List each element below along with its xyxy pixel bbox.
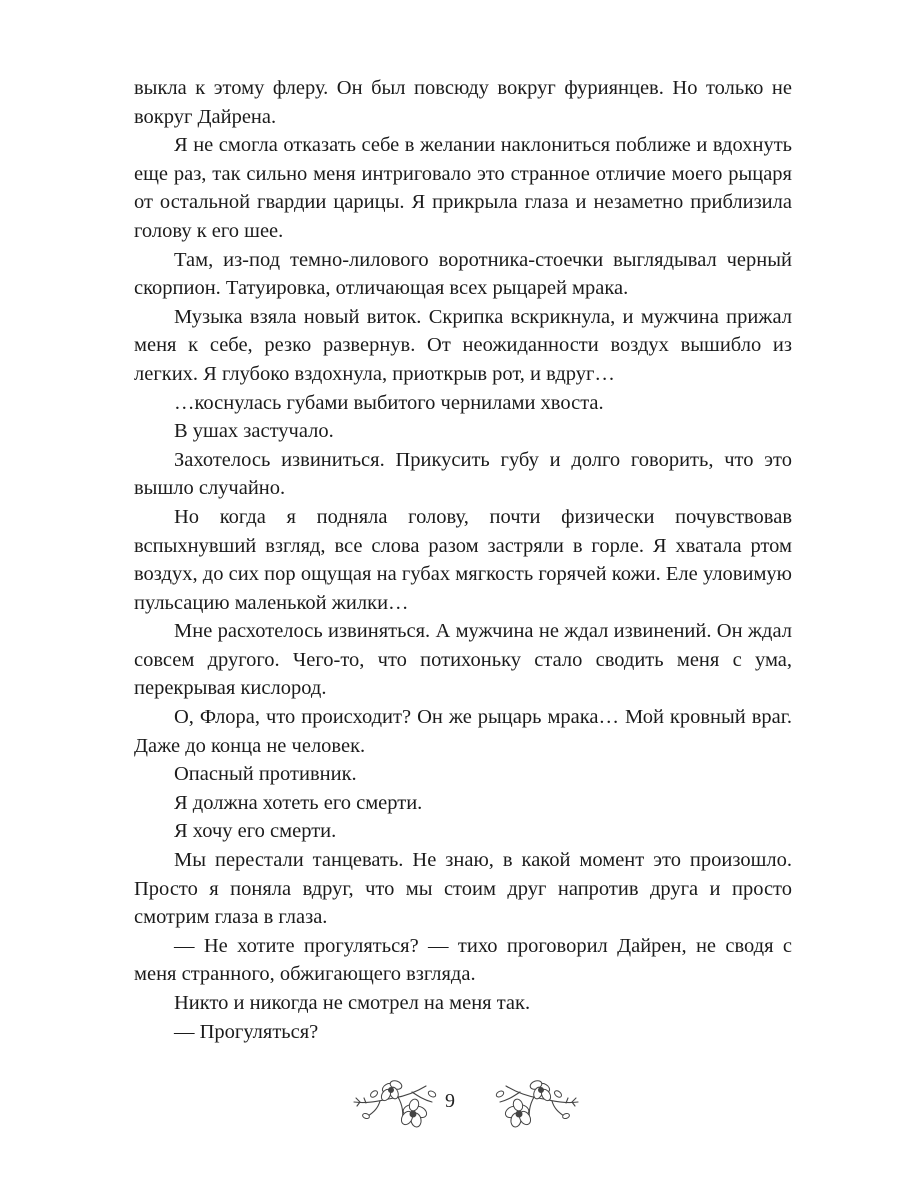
page-footer xyxy=(0,1072,900,1142)
paragraph-7: Захотелось извиниться. Прикусить губу и долго говорить, что это вышло случайно. xyxy=(134,448,792,500)
paragraph-10: О, Флора, что происходит? Он же рыцарь мрака… Мой кровный враг. Даже до конца не человек. xyxy=(134,706,792,757)
paragraph-15: — Не хотите прогуляться? — тихо проговорил Дайрен, не сводя с меня странного, обжигающего взгляда. xyxy=(134,934,792,986)
paragraph-4: Музыка взяла новый виток. Скрипка вскрикнула, и мужчина прижал меня к себе, резко развернув. От неожиданности воздух вышибло из легких. Я глубоко вздохнула, приоткрыв рот, и вдруг… xyxy=(134,305,792,385)
paragraph-12: Я должна хотеть его смерти. xyxy=(174,791,423,814)
paragraph-17: — Прогуляться? xyxy=(174,1020,319,1043)
paragraph-13: Я хочу его смерти. xyxy=(174,820,337,843)
paragraph-3: Там, из-под темно-лилового воротника-стоечки выглядывал черный скорпион. Татуировка, отличающая всех рыцарей мрака. xyxy=(134,248,792,300)
paragraph-14: Мы перестали танцевать. Не знаю, в какой момент это произошло. Просто я поняла вдруг, что мы стоим друг напротив друга и просто смотрим глаза в глаза. xyxy=(134,849,792,929)
paragraph-11: Опасный противник. xyxy=(174,763,357,786)
paragraph-2: Я не смогла отказать себе в желании наклониться поближе и вдохнуть еще раз, так сильно меня интриговало это странное отличие моего рыцаря от остальной гвардии царицы. Я прикрыла глаза и незаметно приблизила голову к его шее. xyxy=(134,134,792,242)
paragraph-8: Но когда я подняла голову, почти физически почувствовав вспыхнувший взгляд, все слова разом застряли в горле. Я хватала ртом воздух, до сих пор ощущая на губах мягкость горячей кожи. Еле уловимую пульсацию маленькой жилки… xyxy=(134,505,792,614)
blossom-branch-icon xyxy=(490,1072,580,1136)
paragraph-6: В ушах застучало. xyxy=(174,420,334,443)
paragraph-1: выкла к этому флеру. Он был повсюду вокруг фуриянцев. Но только не вокруг Дайрена. xyxy=(134,77,792,128)
body-text xyxy=(134,74,792,1046)
paragraph-16: Никто и никогда не смотрел на меня так. xyxy=(174,992,531,1014)
paragraph-5: …коснулась губами выбитого чернилами хвоста. xyxy=(174,391,604,414)
page-number: 9 xyxy=(445,1090,455,1112)
blossom-branch-icon xyxy=(352,1072,442,1136)
paragraph-9: Мне расхотелось извиняться. А мужчина не ждал извинений. Он ждал совсем другого. Чего-то, что потихоньку стало сводить меня с ума, перекрывая кислород. xyxy=(134,620,792,700)
